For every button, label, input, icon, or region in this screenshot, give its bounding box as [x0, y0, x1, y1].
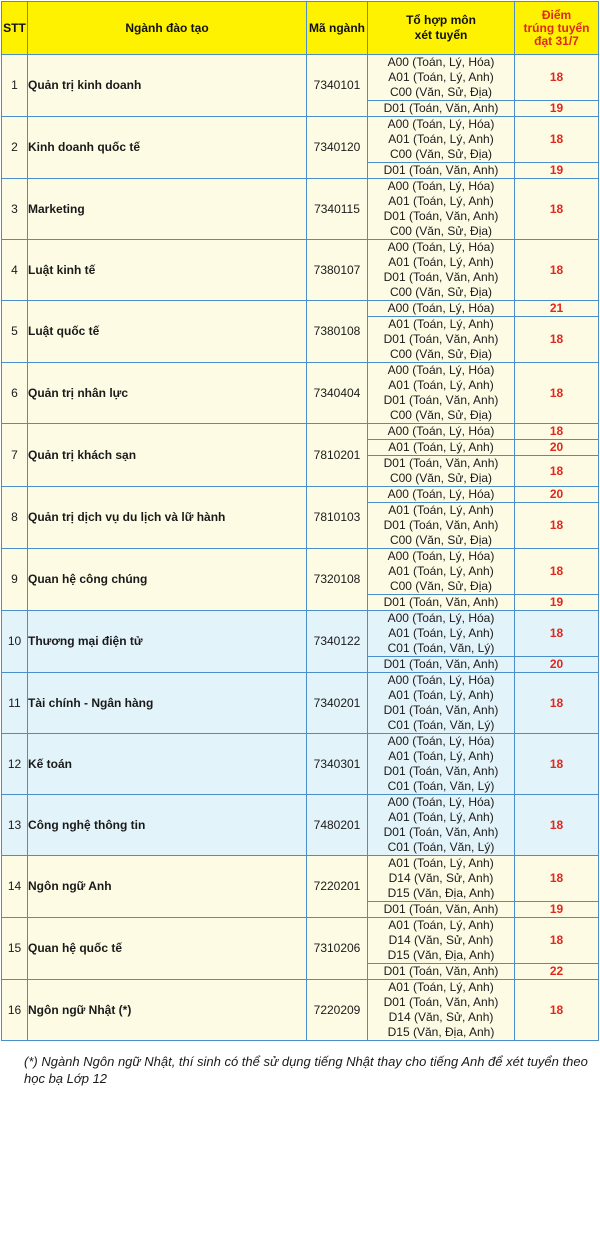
row-major: Công nghệ thông tin — [28, 795, 307, 856]
row-combos — [368, 101, 515, 117]
row-stt: 5 — [2, 301, 28, 363]
table-row — [2, 117, 599, 163]
row-combos — [368, 317, 515, 363]
combo-item: A01 (Toán, Lý, Anh) — [388, 317, 494, 331]
row-major: Quản trị nhân lực — [28, 363, 307, 424]
row-score: 20 — [515, 440, 599, 456]
row-score: 18 — [515, 424, 599, 440]
row-code: 7480201 — [307, 795, 368, 856]
combo-item: C00 (Văn, Sử, Địa) — [389, 347, 493, 361]
combo-item: D01 (Toán, Văn, Anh) — [383, 703, 499, 717]
table-row — [2, 549, 599, 595]
row-score: 18 — [515, 980, 599, 1041]
row-combos — [368, 611, 515, 657]
row-stt: 13 — [2, 795, 28, 856]
combo-item: C00 (Văn, Sử, Địa) — [389, 285, 493, 299]
row-major: Ngôn ngữ Nhật (*) — [28, 980, 307, 1041]
row-score: 22 — [515, 964, 599, 980]
combo-item: D01 (Toán, Văn, Anh) — [383, 825, 499, 839]
row-major: Quan hệ quốc tế — [28, 918, 307, 980]
row-score: 18 — [515, 503, 599, 549]
row-score: 18 — [515, 918, 599, 964]
combo-item: D15 (Văn, Địa, Anh) — [387, 948, 495, 962]
row-code: 7810201 — [307, 424, 368, 487]
combo-item: A00 (Toán, Lý, Hóa) — [387, 117, 495, 131]
row-code: 7340101 — [307, 55, 368, 117]
combo-item: D01 (Toán, Văn, Anh) — [383, 209, 499, 223]
row-stt: 14 — [2, 856, 28, 918]
combo-item: C01 (Toán, Văn, Lý) — [387, 641, 495, 655]
combo-item: D01 (Toán, Văn, Anh) — [383, 764, 499, 778]
row-code: 7220209 — [307, 980, 368, 1041]
row-combos — [368, 240, 515, 301]
combo-item: C00 (Văn, Sử, Địa) — [389, 85, 493, 99]
row-combos — [368, 440, 515, 456]
row-major: Ngôn ngữ Anh — [28, 856, 307, 918]
combo-item: C00 (Văn, Sử, Địa) — [389, 408, 493, 422]
row-code: 7340122 — [307, 611, 368, 673]
header-score-line1: Điểm — [541, 7, 572, 22]
combo-item: A01 (Toán, Lý, Anh) — [388, 749, 494, 763]
combo-item: A00 (Toán, Lý, Hóa) — [387, 549, 495, 563]
combo-item: A00 (Toán, Lý, Hóa) — [387, 301, 495, 315]
row-combos — [368, 424, 515, 440]
table-row — [2, 424, 599, 440]
row-combos — [368, 657, 515, 673]
combo-item: D01 (Toán, Văn, Anh) — [383, 456, 499, 470]
combo-item: C00 (Văn, Sử, Địa) — [389, 147, 493, 161]
row-score: 18 — [515, 317, 599, 363]
table-row — [2, 301, 599, 317]
row-code: 7810103 — [307, 487, 368, 549]
row-score: 19 — [515, 902, 599, 918]
row-stt: 15 — [2, 918, 28, 980]
row-score: 18 — [515, 795, 599, 856]
row-code: 7380107 — [307, 240, 368, 301]
combo-item: A00 (Toán, Lý, Hóa) — [387, 55, 495, 69]
combo-item: D01 (Toán, Văn, Anh) — [383, 518, 499, 532]
header-combo-line1: Tổ hợp môn — [406, 13, 476, 27]
combo-item: A01 (Toán, Lý, Anh) — [388, 255, 494, 269]
row-major: Kế toán — [28, 734, 307, 795]
combo-item: D01 (Toán, Văn, Anh) — [383, 163, 499, 177]
header-combo — [368, 2, 515, 55]
row-score: 18 — [515, 179, 599, 240]
combo-item: D01 (Toán, Văn, Anh) — [383, 657, 499, 671]
header-combo-line2: xét tuyển — [414, 28, 468, 42]
row-stt: 6 — [2, 363, 28, 424]
combo-item: A01 (Toán, Lý, Anh) — [388, 132, 494, 146]
row-score: 21 — [515, 301, 599, 317]
row-combos — [368, 595, 515, 611]
combo-item: D01 (Toán, Văn, Anh) — [383, 995, 499, 1009]
row-combos — [368, 163, 515, 179]
row-major: Kinh doanh quốc tế — [28, 117, 307, 179]
admission-scores-document — [0, 1, 600, 1087]
combo-item: C00 (Văn, Sử, Địa) — [389, 579, 493, 593]
row-score: 18 — [515, 456, 599, 487]
row-major: Luật kinh tế — [28, 240, 307, 301]
combo-item: D01 (Toán, Văn, Anh) — [383, 270, 499, 284]
row-stt: 3 — [2, 179, 28, 240]
row-code: 7320108 — [307, 549, 368, 611]
row-stt: 12 — [2, 734, 28, 795]
header-stt: STT — [2, 2, 28, 55]
table-row — [2, 179, 599, 240]
combo-item: A01 (Toán, Lý, Anh) — [388, 688, 494, 702]
row-stt: 8 — [2, 487, 28, 549]
row-code: 7310206 — [307, 918, 368, 980]
row-score: 20 — [515, 487, 599, 503]
combo-item: A00 (Toán, Lý, Hóa) — [387, 673, 495, 687]
header-code: Mã ngành — [307, 2, 368, 55]
row-stt: 11 — [2, 673, 28, 734]
combo-item: A00 (Toán, Lý, Hóa) — [387, 363, 495, 377]
combo-item: C01 (Toán, Văn, Lý) — [387, 779, 495, 793]
combo-item: A01 (Toán, Lý, Anh) — [388, 564, 494, 578]
row-score: 18 — [515, 611, 599, 657]
table-body — [2, 55, 599, 1041]
row-stt: 10 — [2, 611, 28, 673]
row-major: Marketing — [28, 179, 307, 240]
footnote: (*) Ngành Ngôn ngữ Nhật, thí sinh có thể sử dụng tiếng Nhật thay cho tiếng Anh để xét tuyển theo học bạ Lớp 12 — [24, 1054, 588, 1086]
header-score-line3: đạt 31/7 — [534, 33, 579, 48]
row-major: Quản trị khách sạn — [28, 424, 307, 487]
row-combos — [368, 549, 515, 595]
combo-item: D01 (Toán, Văn, Anh) — [383, 902, 499, 916]
row-score: 18 — [515, 734, 599, 795]
row-combos — [368, 734, 515, 795]
combo-item: C01 (Toán, Văn, Lý) — [387, 840, 495, 854]
row-code: 7220201 — [307, 856, 368, 918]
combo-item: C01 (Toán, Văn, Lý) — [387, 718, 495, 732]
row-stt: 16 — [2, 980, 28, 1041]
combo-item: A01 (Toán, Lý, Anh) — [388, 626, 494, 640]
combo-item: A01 (Toán, Lý, Anh) — [388, 856, 494, 870]
row-major: Quản trị dịch vụ du lịch và lữ hành — [28, 487, 307, 549]
combo-item: A01 (Toán, Lý, Anh) — [388, 194, 494, 208]
row-combos — [368, 856, 515, 902]
row-major: Quan hệ công chúng — [28, 549, 307, 611]
row-major: Tài chính - Ngân hàng — [28, 673, 307, 734]
row-score: 20 — [515, 657, 599, 673]
row-stt: 9 — [2, 549, 28, 611]
combo-item: D01 (Toán, Văn, Anh) — [383, 393, 499, 407]
row-major: Quản trị kinh doanh — [28, 55, 307, 117]
row-code: 7380108 — [307, 301, 368, 363]
combo-item: A01 (Toán, Lý, Anh) — [388, 980, 494, 994]
combo-item: C00 (Văn, Sử, Địa) — [389, 471, 493, 485]
row-major: Luật quốc tế — [28, 301, 307, 363]
row-stt: 7 — [2, 424, 28, 487]
header-major: Ngành đào tạo — [28, 2, 307, 55]
combo-item: A01 (Toán, Lý, Anh) — [388, 378, 494, 392]
row-score: 19 — [515, 163, 599, 179]
combo-item: A00 (Toán, Lý, Hóa) — [387, 240, 495, 254]
row-stt: 2 — [2, 117, 28, 179]
row-combos — [368, 179, 515, 240]
combo-item: D01 (Toán, Văn, Anh) — [383, 595, 499, 609]
table-row — [2, 734, 599, 795]
combo-item: D14 (Văn, Sử, Anh) — [388, 1010, 494, 1024]
row-score: 19 — [515, 101, 599, 117]
header-score — [515, 2, 599, 55]
combo-item: D15 (Văn, Địa, Anh) — [387, 886, 495, 900]
combo-item: A00 (Toán, Lý, Hóa) — [387, 179, 495, 193]
row-code: 7340301 — [307, 734, 368, 795]
combo-item: A00 (Toán, Lý, Hóa) — [387, 734, 495, 748]
table-row — [2, 673, 599, 734]
combo-item: A00 (Toán, Lý, Hóa) — [387, 424, 495, 438]
table-row — [2, 487, 599, 503]
row-stt: 4 — [2, 240, 28, 301]
row-score: 18 — [515, 55, 599, 101]
row-code: 7340404 — [307, 363, 368, 424]
combo-item: A01 (Toán, Lý, Anh) — [388, 810, 494, 824]
combo-item: A01 (Toán, Lý, Anh) — [388, 440, 494, 454]
table-header-row — [2, 2, 599, 55]
table-row — [2, 795, 599, 856]
row-score: 19 — [515, 595, 599, 611]
table-row — [2, 918, 599, 964]
row-combos — [368, 117, 515, 163]
row-score: 18 — [515, 117, 599, 163]
row-combos — [368, 503, 515, 549]
row-stt: 1 — [2, 55, 28, 117]
combo-item: C00 (Văn, Sử, Địa) — [389, 533, 493, 547]
row-combos — [368, 673, 515, 734]
row-combos — [368, 902, 515, 918]
row-code: 7340120 — [307, 117, 368, 179]
combo-item: A01 (Toán, Lý, Anh) — [388, 918, 494, 932]
row-score: 18 — [515, 856, 599, 902]
combo-item: A00 (Toán, Lý, Hóa) — [387, 795, 495, 809]
row-score: 18 — [515, 673, 599, 734]
table-row — [2, 980, 599, 1041]
row-combos — [368, 487, 515, 503]
row-combos — [368, 980, 515, 1041]
row-combos — [368, 456, 515, 487]
row-code: 7340201 — [307, 673, 368, 734]
table-row — [2, 856, 599, 902]
combo-item: D14 (Văn, Sử, Anh) — [388, 871, 494, 885]
header-score-line2: trúng tuyển — [523, 20, 590, 35]
combo-item: D01 (Toán, Văn, Anh) — [383, 101, 499, 115]
row-combos — [368, 363, 515, 424]
row-combos — [368, 918, 515, 964]
row-score: 18 — [515, 240, 599, 301]
row-combos — [368, 964, 515, 980]
row-combos — [368, 55, 515, 101]
row-combos — [368, 301, 515, 317]
table-row — [2, 611, 599, 657]
combo-item: D01 (Toán, Văn, Anh) — [383, 332, 499, 346]
row-code: 7340115 — [307, 179, 368, 240]
combo-item: A01 (Toán, Lý, Anh) — [388, 503, 494, 517]
row-major: Thương mại điện tử — [28, 611, 307, 673]
combo-item: A00 (Toán, Lý, Hóa) — [387, 611, 495, 625]
row-combos — [368, 795, 515, 856]
combo-item: D15 (Văn, Địa, Anh) — [387, 1025, 495, 1039]
table-row — [2, 363, 599, 424]
combo-item: A00 (Toán, Lý, Hóa) — [387, 487, 495, 501]
combo-item: D01 (Toán, Văn, Anh) — [383, 964, 499, 978]
combo-item: C00 (Văn, Sử, Địa) — [389, 224, 493, 238]
combo-item: A01 (Toán, Lý, Anh) — [388, 70, 494, 84]
row-score: 18 — [515, 549, 599, 595]
row-score: 18 — [515, 363, 599, 424]
combo-item: D14 (Văn, Sử, Anh) — [388, 933, 494, 947]
table-row — [2, 240, 599, 301]
table-row — [2, 55, 599, 101]
admission-scores-table — [1, 1, 599, 1041]
